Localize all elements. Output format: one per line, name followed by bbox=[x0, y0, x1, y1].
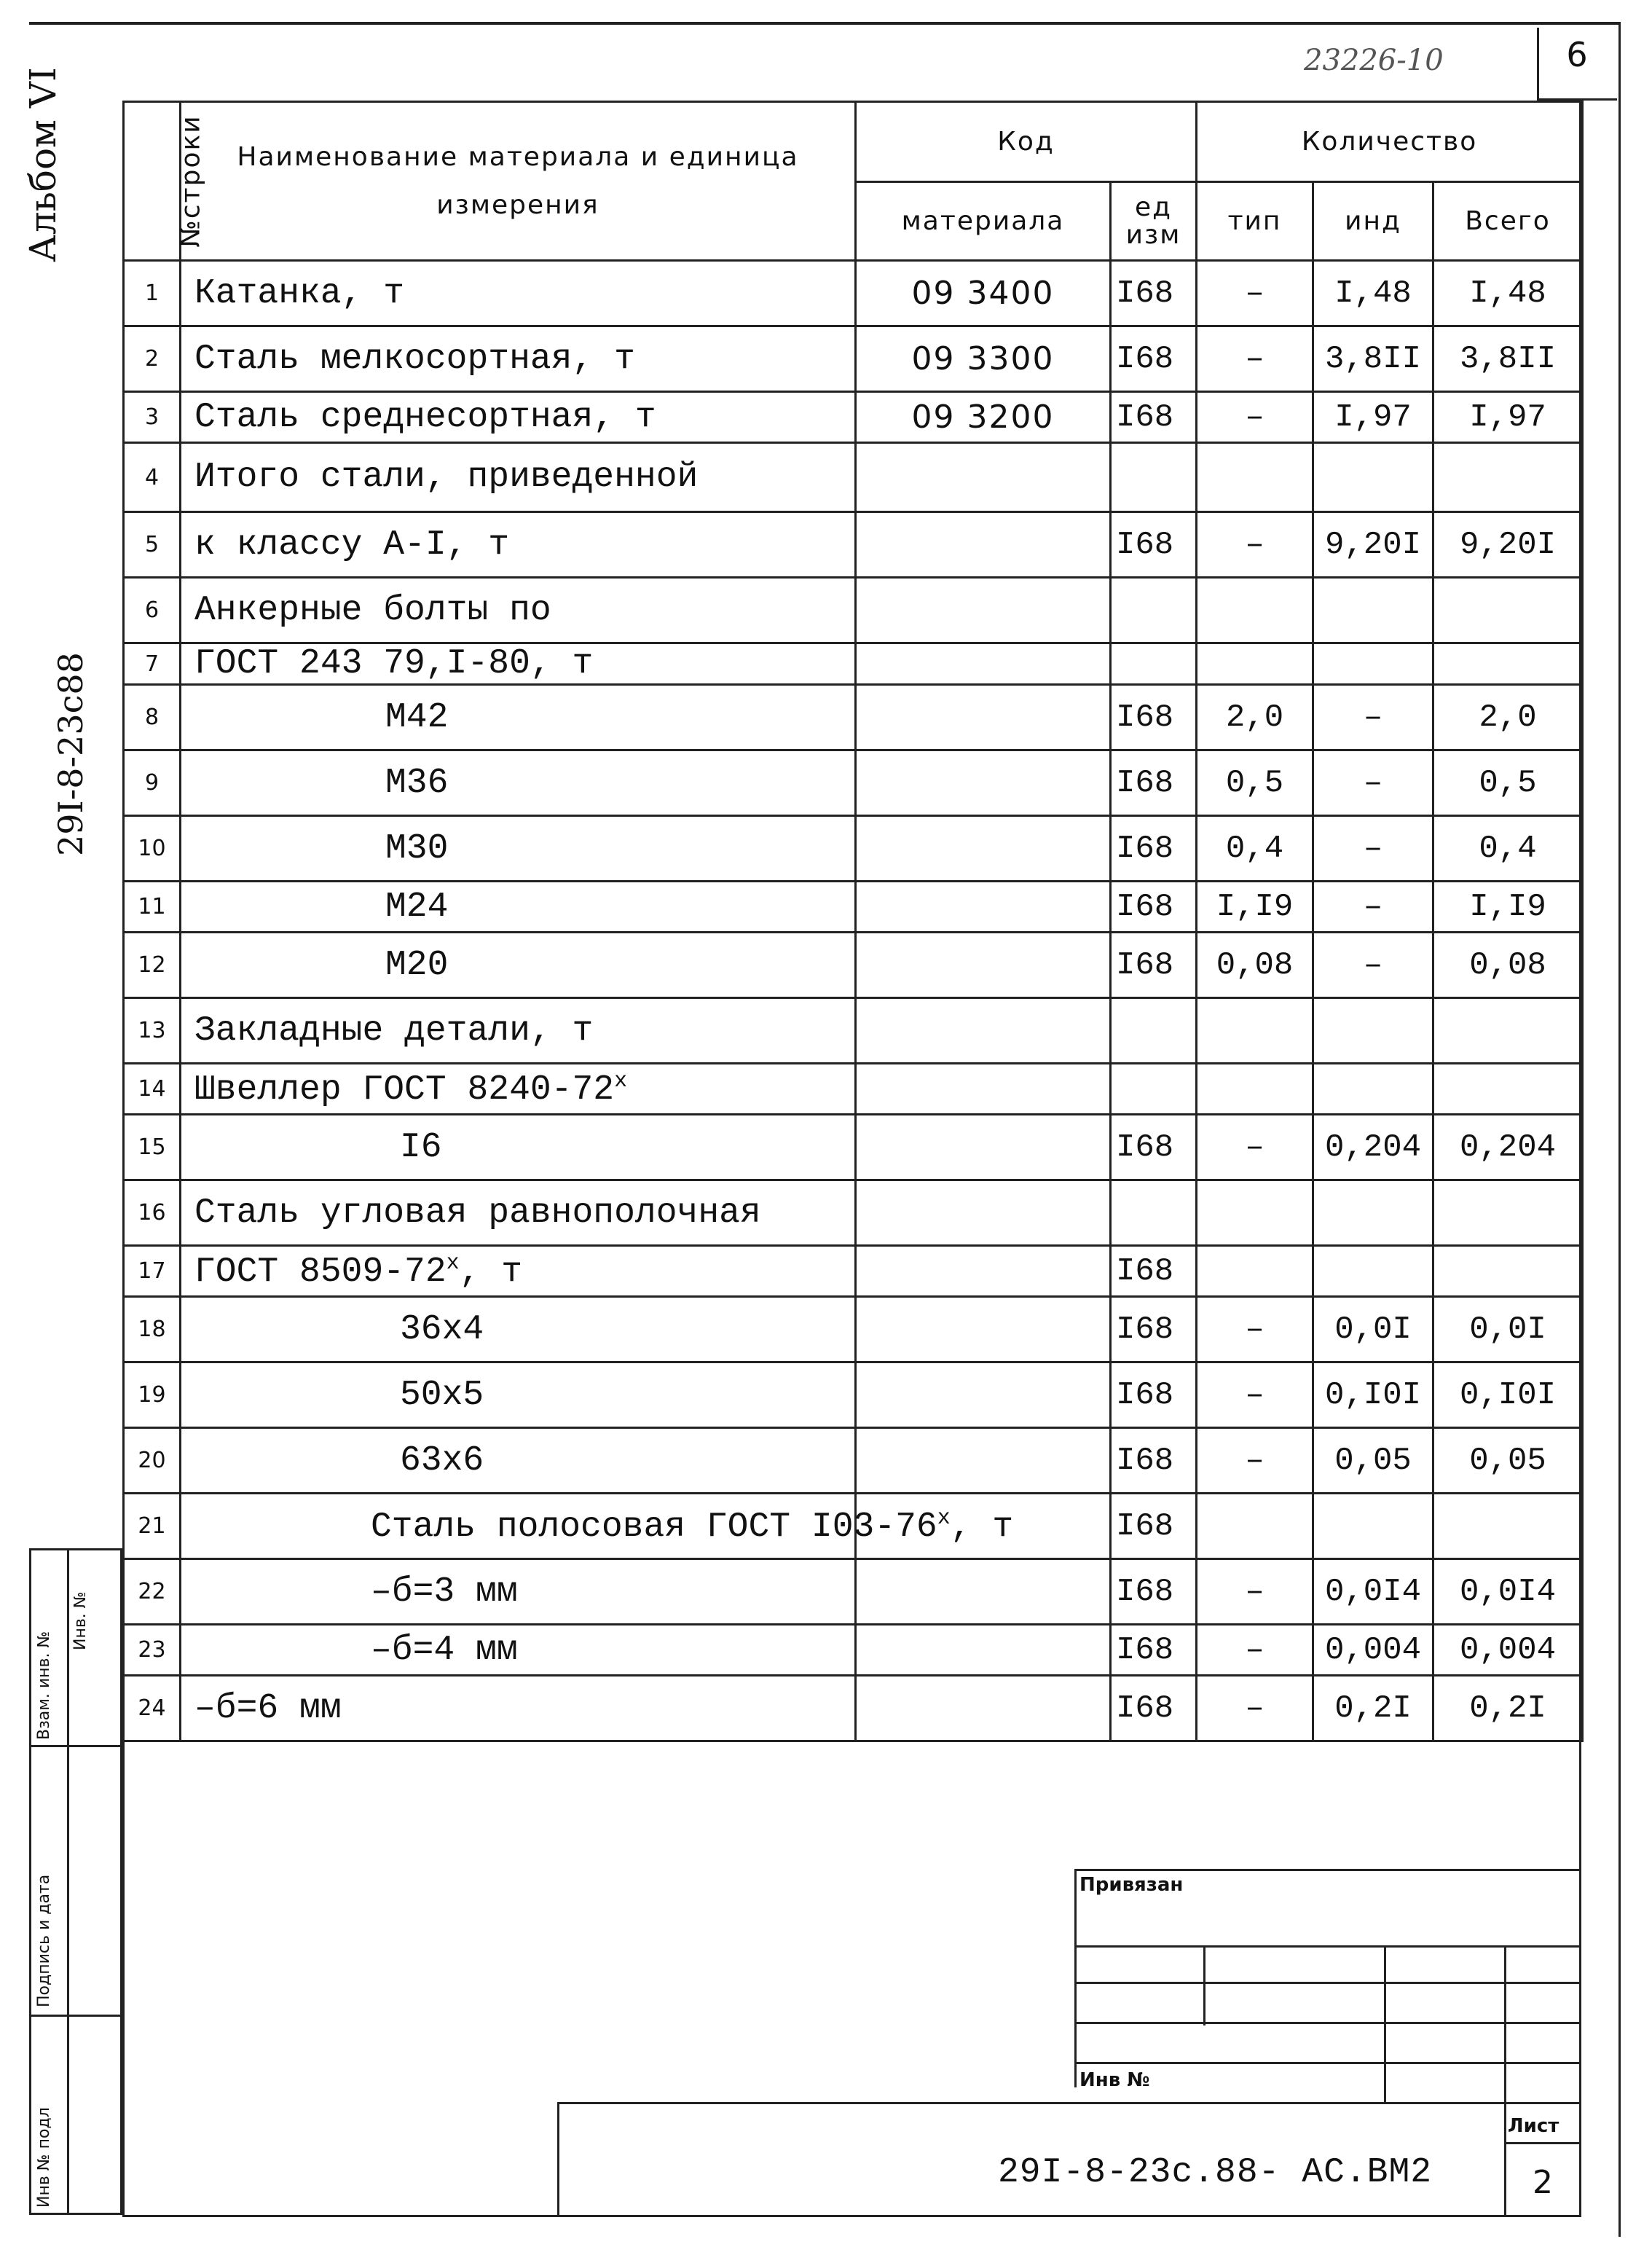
table-row bbox=[124, 1362, 1583, 1428]
qty-total bbox=[1433, 643, 1583, 685]
unit-code: I68 bbox=[1111, 685, 1197, 750]
qty-individual bbox=[1313, 1064, 1433, 1115]
qty-type bbox=[1197, 998, 1313, 1064]
qty-total: I,I9 bbox=[1433, 882, 1583, 933]
row-number: 16 bbox=[124, 1180, 181, 1246]
unit-suffix: , т bbox=[459, 1252, 523, 1292]
qty-total bbox=[1433, 443, 1583, 512]
qty-total: 0,5 bbox=[1433, 750, 1583, 816]
qty-type: – bbox=[1197, 326, 1313, 392]
qty-individual: – bbox=[1313, 750, 1433, 816]
material-name bbox=[181, 1676, 856, 1741]
row-number: 3 bbox=[124, 392, 181, 443]
material-code: 09 3200 bbox=[856, 392, 1111, 443]
table-row bbox=[124, 750, 1583, 816]
superscript-mark: х bbox=[446, 1250, 460, 1276]
top-border-line bbox=[29, 22, 1621, 25]
qty-total: 3,8II bbox=[1433, 326, 1583, 392]
qty-individual: 0,0I bbox=[1313, 1297, 1433, 1362]
material-code bbox=[856, 1559, 1111, 1625]
header-individual: инд bbox=[1313, 182, 1433, 261]
qty-type bbox=[1197, 443, 1313, 512]
unit-code: I68 bbox=[1111, 1676, 1197, 1741]
table-row bbox=[124, 1676, 1583, 1741]
qty-individual bbox=[1313, 578, 1433, 643]
unit-code bbox=[1111, 1064, 1197, 1115]
material-code bbox=[856, 1246, 1111, 1297]
table-row bbox=[124, 392, 1583, 443]
qty-individual: I,97 bbox=[1313, 392, 1433, 443]
qty-type bbox=[1197, 578, 1313, 643]
material-code bbox=[856, 816, 1111, 882]
unit-code: I68 bbox=[1111, 750, 1197, 816]
qty-total: 0,05 bbox=[1433, 1428, 1583, 1494]
unit-code: I68 bbox=[1111, 392, 1197, 443]
row-number: 14 bbox=[124, 1064, 181, 1115]
material-name bbox=[181, 1297, 856, 1362]
material-code bbox=[856, 750, 1111, 816]
material-code bbox=[856, 1064, 1111, 1115]
material-code: 09 3300 bbox=[856, 326, 1111, 392]
row-number: 19 bbox=[124, 1362, 181, 1428]
table-row bbox=[124, 1559, 1583, 1625]
material-name bbox=[181, 998, 856, 1064]
unit-code bbox=[1111, 578, 1197, 643]
unit-code: I68 bbox=[1111, 933, 1197, 998]
qty-type: – bbox=[1197, 512, 1313, 578]
material-code bbox=[856, 578, 1111, 643]
binding-line bbox=[1203, 1945, 1205, 2025]
qty-individual bbox=[1313, 1494, 1433, 1559]
row-number: 10 bbox=[124, 816, 181, 882]
material-name bbox=[181, 326, 856, 392]
binding-line bbox=[1384, 1945, 1386, 2102]
qty-total: 0,4 bbox=[1433, 816, 1583, 882]
material-name-text: Сталь полосовая ГОСТ I03-76 bbox=[371, 1507, 937, 1547]
material-name-text: к классу А-I, т bbox=[194, 525, 510, 565]
material-name-text: М20 bbox=[385, 945, 449, 985]
qty-type: – bbox=[1197, 1428, 1313, 1494]
page-number: 6 bbox=[1566, 35, 1588, 74]
unit-code: I68 bbox=[1111, 1625, 1197, 1676]
row-number: 15 bbox=[124, 1115, 181, 1180]
unit-code: I68 bbox=[1111, 261, 1197, 326]
material-name-text: Сталь мелкосортная, т bbox=[194, 339, 635, 379]
sheet-divider bbox=[1504, 2142, 1581, 2144]
header-quantity: Количество bbox=[1197, 102, 1583, 182]
material-code bbox=[856, 1428, 1111, 1494]
row-number: 4 bbox=[124, 443, 181, 512]
row-number: 20 bbox=[124, 1428, 181, 1494]
qty-type: 0,5 bbox=[1197, 750, 1313, 816]
row-number: 11 bbox=[124, 882, 181, 933]
material-name-text: Катанка, т bbox=[194, 273, 405, 313]
qty-individual: I,48 bbox=[1313, 261, 1433, 326]
unit-code bbox=[1111, 998, 1197, 1064]
table-row bbox=[124, 643, 1583, 685]
stamp-divider bbox=[29, 1745, 122, 1747]
qty-total: I,48 bbox=[1433, 261, 1583, 326]
material-name-text: М42 bbox=[385, 697, 449, 737]
material-name bbox=[181, 261, 856, 326]
header-row-number: №строки bbox=[124, 102, 181, 261]
qty-type: 0,4 bbox=[1197, 816, 1313, 882]
qty-total bbox=[1433, 578, 1583, 643]
qty-total bbox=[1433, 1064, 1583, 1115]
qty-total: 0,204 bbox=[1433, 1115, 1583, 1180]
privyazan-label: Привязан bbox=[1079, 1874, 1184, 1896]
header-code: Код bbox=[856, 102, 1197, 182]
material-code bbox=[856, 998, 1111, 1064]
unit-code: I68 bbox=[1111, 1246, 1197, 1297]
material-name bbox=[181, 643, 856, 685]
qty-individual: 0,004 bbox=[1313, 1625, 1433, 1676]
material-code bbox=[856, 1180, 1111, 1246]
table-row bbox=[124, 1428, 1583, 1494]
qty-individual: 0,204 bbox=[1313, 1115, 1433, 1180]
material-name bbox=[181, 1362, 856, 1428]
qty-individual: – bbox=[1313, 685, 1433, 750]
row-number: 7 bbox=[124, 643, 181, 685]
qty-total: 0,I0I bbox=[1433, 1362, 1583, 1428]
qty-individual bbox=[1313, 1180, 1433, 1246]
material-name-text: Швеллер ГОСТ 8240-72 bbox=[194, 1070, 615, 1110]
qty-individual: 9,20I bbox=[1313, 512, 1433, 578]
stamp-orig-inv: Инв № подл bbox=[35, 2107, 53, 2208]
table-row bbox=[124, 998, 1583, 1064]
material-name-text: 63x6 bbox=[400, 1440, 484, 1481]
qty-type: – bbox=[1197, 261, 1313, 326]
header-material-name: Наименование материала и единица измерения bbox=[181, 102, 856, 261]
material-code bbox=[856, 512, 1111, 578]
unit-suffix: , т bbox=[950, 1507, 1014, 1547]
material-name-text: –б=4 мм bbox=[371, 1630, 518, 1670]
material-name bbox=[181, 1180, 856, 1246]
qty-type: – bbox=[1197, 1625, 1313, 1676]
material-code bbox=[856, 1676, 1111, 1741]
qty-total bbox=[1433, 1180, 1583, 1246]
qty-type: I,I9 bbox=[1197, 882, 1313, 933]
qty-type: – bbox=[1197, 1559, 1313, 1625]
table-row bbox=[124, 326, 1583, 392]
sheet-label: Лист bbox=[1508, 2115, 1559, 2137]
material-name bbox=[181, 1625, 856, 1676]
stamp-signature-date: Подпись и дата bbox=[35, 1874, 53, 2007]
material-code bbox=[856, 443, 1111, 512]
material-code bbox=[856, 1362, 1111, 1428]
row-number: 6 bbox=[124, 578, 181, 643]
unit-code: I68 bbox=[1111, 1559, 1197, 1625]
unit-code: I68 bbox=[1111, 326, 1197, 392]
unit-code: I68 bbox=[1111, 1428, 1197, 1494]
stamp-divider bbox=[29, 2015, 122, 2017]
material-spec-table bbox=[122, 101, 1584, 1742]
qty-type: – bbox=[1197, 392, 1313, 443]
header-unit: ед изм bbox=[1111, 182, 1197, 261]
unit-code: I68 bbox=[1111, 882, 1197, 933]
qty-individual: 0,05 bbox=[1313, 1428, 1433, 1494]
material-name bbox=[181, 685, 856, 750]
header-total: Всего bbox=[1433, 182, 1583, 261]
table-row bbox=[124, 1246, 1583, 1297]
qty-individual: 0,0I4 bbox=[1313, 1559, 1433, 1625]
material-name-text: Закладные детали, т bbox=[194, 1011, 594, 1051]
table-row bbox=[124, 1494, 1583, 1559]
material-name bbox=[181, 933, 856, 998]
material-name bbox=[181, 512, 856, 578]
qty-total bbox=[1433, 1246, 1583, 1297]
table-row bbox=[124, 512, 1583, 578]
material-code bbox=[856, 1115, 1111, 1180]
frame-left bbox=[122, 101, 125, 2217]
material-name-text: –б=6 мм bbox=[194, 1688, 342, 1728]
row-number: 13 bbox=[124, 998, 181, 1064]
qty-type: 0,08 bbox=[1197, 933, 1313, 998]
qty-type bbox=[1197, 1494, 1313, 1559]
material-name-text: Сталь угловая равнополочная bbox=[194, 1193, 761, 1233]
material-name bbox=[181, 1246, 856, 1297]
stamp-inv-no: Инв. № bbox=[71, 1591, 90, 1650]
table-row bbox=[124, 1625, 1583, 1676]
material-name bbox=[181, 816, 856, 882]
material-name-text: Сталь среднесортная, т bbox=[194, 397, 656, 437]
material-name-text: I6 bbox=[400, 1127, 442, 1167]
superscript-mark: х bbox=[614, 1068, 628, 1094]
handwritten-number: 23226-10 bbox=[1304, 44, 1444, 77]
unit-code: I68 bbox=[1111, 1115, 1197, 1180]
unit-code bbox=[1111, 443, 1197, 512]
material-name bbox=[181, 1559, 856, 1625]
qty-type: 2,0 bbox=[1197, 685, 1313, 750]
material-name-text: 36x4 bbox=[400, 1309, 484, 1349]
material-name bbox=[181, 392, 856, 443]
material-name-text: М30 bbox=[385, 828, 449, 868]
row-number: 9 bbox=[124, 750, 181, 816]
qty-type bbox=[1197, 1064, 1313, 1115]
series-label: 29I-8-23с88 bbox=[51, 652, 90, 856]
material-code bbox=[856, 882, 1111, 933]
table-row bbox=[124, 882, 1583, 933]
row-number: 17 bbox=[124, 1246, 181, 1297]
qty-type bbox=[1197, 1180, 1313, 1246]
material-code bbox=[856, 643, 1111, 685]
unit-code: I68 bbox=[1111, 1297, 1197, 1362]
material-code bbox=[856, 1625, 1111, 1676]
table-row bbox=[124, 578, 1583, 643]
qty-type: – bbox=[1197, 1676, 1313, 1741]
qty-individual bbox=[1313, 1246, 1433, 1297]
document-code: 29I-8-23с.88- АС.ВМ2 bbox=[998, 2153, 1433, 2192]
qty-individual: – bbox=[1313, 882, 1433, 933]
qty-individual: 0,2I bbox=[1313, 1676, 1433, 1741]
table-row bbox=[124, 816, 1583, 882]
qty-total: 0,08 bbox=[1433, 933, 1583, 998]
table-body bbox=[124, 261, 1583, 1741]
table-row bbox=[124, 1064, 1583, 1115]
material-name bbox=[181, 1494, 1014, 1559]
qty-total bbox=[1433, 998, 1583, 1064]
qty-individual: – bbox=[1313, 933, 1433, 998]
unit-code: I68 bbox=[1111, 512, 1197, 578]
superscript-mark: х bbox=[937, 1505, 951, 1531]
row-number: 18 bbox=[124, 1297, 181, 1362]
material-name-text: М24 bbox=[385, 887, 449, 927]
qty-type: – bbox=[1197, 1362, 1313, 1428]
row-number: 24 bbox=[124, 1676, 181, 1741]
qty-type: – bbox=[1197, 1115, 1313, 1180]
album-label: Альбом VI bbox=[22, 67, 64, 262]
header-material-code: материала bbox=[856, 182, 1111, 261]
outer-right-border bbox=[1618, 22, 1621, 2237]
material-name bbox=[181, 1064, 856, 1115]
material-name bbox=[181, 750, 856, 816]
material-name bbox=[181, 443, 856, 512]
table-row bbox=[124, 685, 1583, 750]
material-name bbox=[181, 1115, 856, 1180]
table-row bbox=[124, 443, 1583, 512]
qty-total: 0,0I4 bbox=[1433, 1559, 1583, 1625]
row-number: 8 bbox=[124, 685, 181, 750]
unit-code bbox=[1111, 1180, 1197, 1246]
qty-total: 2,0 bbox=[1433, 685, 1583, 750]
row-number: 23 bbox=[124, 1625, 181, 1676]
qty-total: 0,2I bbox=[1433, 1676, 1583, 1741]
qty-individual: 0,I0I bbox=[1313, 1362, 1433, 1428]
qty-individual bbox=[1313, 998, 1433, 1064]
qty-individual bbox=[1313, 643, 1433, 685]
material-name bbox=[181, 882, 856, 933]
material-name-text: ГОСТ 243 79,I-80, т bbox=[194, 644, 594, 683]
stamp-replaced-inv: Взам. инв. № bbox=[35, 1631, 53, 1740]
qty-type: – bbox=[1197, 1297, 1313, 1362]
table-row bbox=[124, 261, 1583, 326]
table-row bbox=[124, 1115, 1583, 1180]
row-number: 21 bbox=[124, 1494, 181, 1559]
material-name-text: Анкерные болты по bbox=[194, 590, 551, 630]
inv-number-label: Инв № bbox=[1079, 2069, 1150, 2091]
stamp-divider bbox=[67, 1548, 69, 2215]
unit-code bbox=[1111, 643, 1197, 685]
row-number: 2 bbox=[124, 326, 181, 392]
binding-line bbox=[1504, 1945, 1506, 2102]
qty-total: 9,20I bbox=[1433, 512, 1583, 578]
qty-total: 0,0I bbox=[1433, 1297, 1583, 1362]
material-name-text: ГОСТ 8509-72 bbox=[194, 1252, 447, 1292]
unit-code: I68 bbox=[1111, 1494, 1197, 1559]
row-number: 12 bbox=[124, 933, 181, 998]
material-code bbox=[856, 685, 1111, 750]
sheet-number: 2 bbox=[1533, 2164, 1553, 2201]
qty-total: 0,004 bbox=[1433, 1625, 1583, 1676]
material-name bbox=[181, 578, 856, 643]
material-code bbox=[856, 1297, 1111, 1362]
material-name-text: 50x5 bbox=[400, 1375, 484, 1415]
unit-code: I68 bbox=[1111, 816, 1197, 882]
qty-type bbox=[1197, 643, 1313, 685]
qty-individual: – bbox=[1313, 816, 1433, 882]
unit-code: I68 bbox=[1111, 1362, 1197, 1428]
row-number: 1 bbox=[124, 261, 181, 326]
material-name bbox=[181, 1428, 856, 1494]
material-code bbox=[856, 933, 1111, 998]
material-code: 09 3400 bbox=[856, 261, 1111, 326]
qty-total: I,97 bbox=[1433, 392, 1583, 443]
table-row bbox=[124, 1180, 1583, 1246]
qty-individual: 3,8II bbox=[1313, 326, 1433, 392]
material-name-text: –б=3 мм bbox=[371, 1572, 518, 1612]
material-name-text: Итого стали, приведенной bbox=[194, 458, 699, 497]
header-type: тип bbox=[1197, 182, 1313, 261]
qty-individual bbox=[1313, 443, 1433, 512]
table-row bbox=[124, 933, 1583, 998]
qty-total bbox=[1433, 1494, 1583, 1559]
qty-type bbox=[1197, 1246, 1313, 1297]
table-row bbox=[124, 1297, 1583, 1362]
material-name-text: М36 bbox=[385, 763, 449, 803]
row-number: 22 bbox=[124, 1559, 181, 1625]
row-number: 5 bbox=[124, 512, 181, 578]
